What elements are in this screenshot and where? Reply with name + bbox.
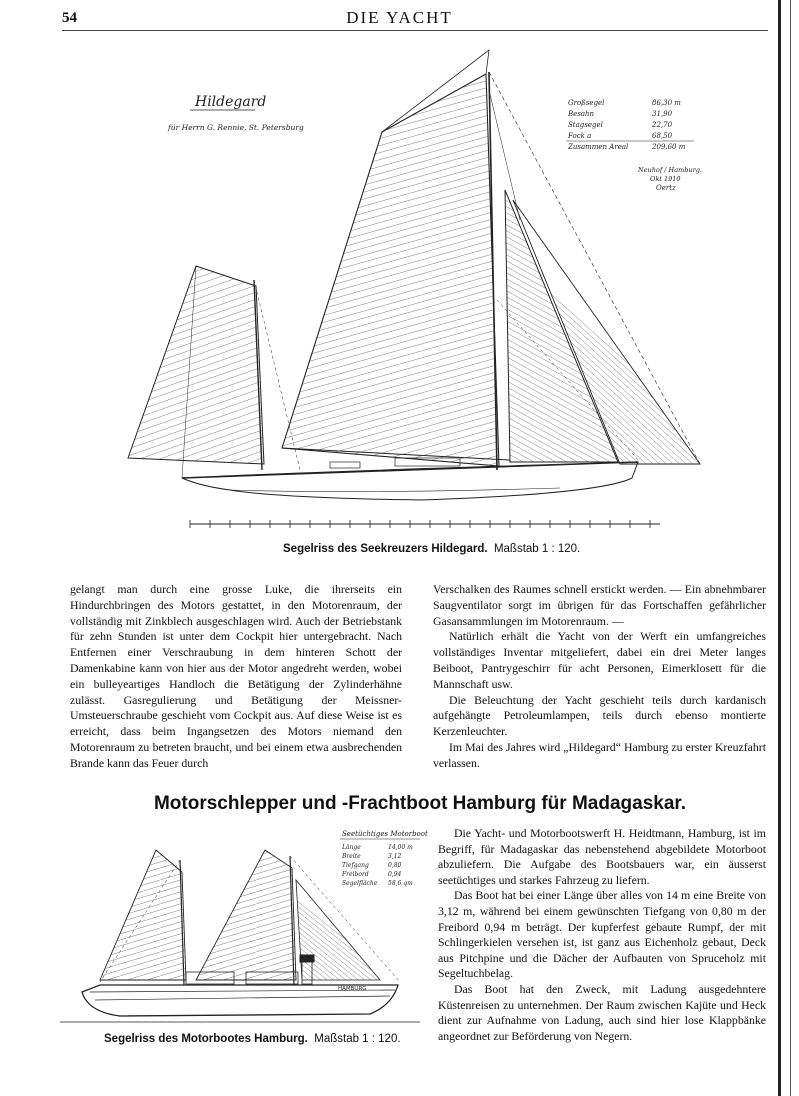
svg-text:86,30 m: 86,30 m bbox=[652, 99, 681, 107]
svg-text:Besahn: Besahn bbox=[568, 110, 595, 118]
drawing-title: Hildegard bbox=[195, 94, 267, 110]
svg-text:58,6 qm: 58,6 qm bbox=[388, 880, 413, 887]
svg-text:Neuhof / Hamburg.: Neuhof / Hamburg. bbox=[638, 166, 702, 174]
svg-text:0,94: 0,94 bbox=[388, 871, 402, 878]
svg-text:Okt 1910: Okt 1910 bbox=[650, 175, 681, 183]
article1-right-column: Verschalken des Raumes schnell erstickt werden. — Ein abnehmbarer Saugventilator sorgt im übrigen für das Fortschaffen gefährlicher Gasansammlungen im Motorenraum. — Natürlich erhält die Yacht von der Werft ein umfangreiches vollständiges Inventar mitgeliefert, dabei ein drei Meter langes Beiboot, Pantrygeschirr für acht Personen, Eimerklosett für die Mannschaft usw. Die Beleuchtung der Yacht geschieht teils durch kardanisch aufgehängte Petroleumlampen, teils durch ebenso montierte Kerzenleuchter. Im Mai des Jahres wird „Hildegard“ Hamburg zu erster Kreuzfahrt verlassen. bbox=[433, 582, 766, 770]
article2-column: Die Yacht- und Motorbootswerft H. Heidtmann, Hamburg, ist im Begriff, für Madagaskar das nebenstehend abgebildete Motorboot abzuliefern. Die Aufgabe des Bootsbauers war, ein äusserst seetüchtiges und starkes Fahrzeug zu liefern. Das Boot hat bei einer Länge über alles von 14 m eine Breite von 3,12 m, während bei einem gewünschten Tiefgang von 0,80 m der Freibord 0,94 m beträgt. Der kupferfest gebaute Rumpf, der mit Schlingerkielen versehen ist, ist ganz aus Eichenholz gebaut, Deck aus Pitchpine und die Dächer der Aufbauten von Spruceholz mit Segeltuchbelag. Das Boot hat den Zweck, mit Ladung ausgedehntere Küstenreisen zu unternehmen. Der Raum zwischen Kajüte und Heck dient zur Aufnahme von Ladung, auch sind hier lose Klappbänke angeordnet zur Beförderung von Negern. bbox=[438, 826, 766, 1043]
article2-headline: Motorschlepper und -Frachtboot Hamburg für Madagaskar. bbox=[153, 793, 687, 814]
svg-text:Breite: Breite bbox=[342, 853, 361, 860]
svg-text:14,00 m: 14,00 m bbox=[388, 844, 413, 851]
boat-dimension-table bbox=[341, 844, 413, 887]
svg-text:3,12: 3,12 bbox=[388, 853, 402, 860]
svg-text:Fock a: Fock a bbox=[568, 132, 592, 140]
main-sail-2 bbox=[196, 850, 296, 980]
hull-name: HAMBURG bbox=[338, 986, 367, 992]
article1-left-column: gelangt man durch eine grosse Luke, die ihrerseits ein Hindurchbringen des Motors gestattet, in den Motorenraum, der vollständig mit Zinkblech ausgeschlagen wird. Auch der Betriebstank für zehn Stunden ist unter dem Cockpit hier untergebracht. Nach Entfernen einer Verschraubung in dem hinteren Schott der Damenkabine kann von hier aus der Motor angedreht werden, wobei ein bulleyeartiges Handloch die Betätigung der Zylinderhähne zulässt. Gasregulierung und Betätigung der Meissner-Umsteuerschraube geschieht vom Cockpit aus. Auf diese Weise ist es erreicht, dass beim Ingangsetzen des Motors niemand den Motorenraum zu betreten braucht, und bei einem etwa ausbrechenden Brande kann das Feuer durch bbox=[70, 582, 402, 770]
svg-text:Oertz: Oertz bbox=[656, 184, 676, 192]
svg-text:0,80: 0,80 bbox=[388, 862, 402, 869]
figure-caption-1: Segelriss des Seekreuzers Hildegard. Maßstab 1 : 120. bbox=[283, 543, 581, 555]
svg-text:Zusammen Areal: Zusammen Areal bbox=[568, 143, 629, 151]
svg-text:Länge: Länge bbox=[342, 844, 361, 851]
svg-text:31,90: 31,90 bbox=[652, 110, 673, 118]
running-title: DIE YACHT bbox=[346, 8, 453, 27]
boat-drawing-title: Seetüchtiges Motorboot bbox=[342, 830, 428, 838]
svg-text:Freibord: Freibord bbox=[342, 871, 369, 878]
drawing-owner: für Herrn G. Rennie, St. Petersburg bbox=[168, 123, 304, 132]
svg-text:Segelfläche: Segelfläche bbox=[342, 880, 378, 887]
svg-text:Großsegel: Großsegel bbox=[568, 99, 605, 107]
figure-caption-2: Segelriss des Motorbootes Hamburg. Maßstab 1 : 120. bbox=[104, 1033, 401, 1045]
svg-text:Stagsegel: Stagsegel bbox=[568, 121, 603, 129]
svg-text:Tiefgang: Tiefgang bbox=[342, 862, 369, 869]
page-number: 54 bbox=[62, 10, 77, 26]
svg-text:22,70: 22,70 bbox=[652, 121, 673, 129]
svg-text:209,60 m: 209,60 m bbox=[652, 143, 686, 151]
svg-text:68,50: 68,50 bbox=[652, 132, 673, 140]
